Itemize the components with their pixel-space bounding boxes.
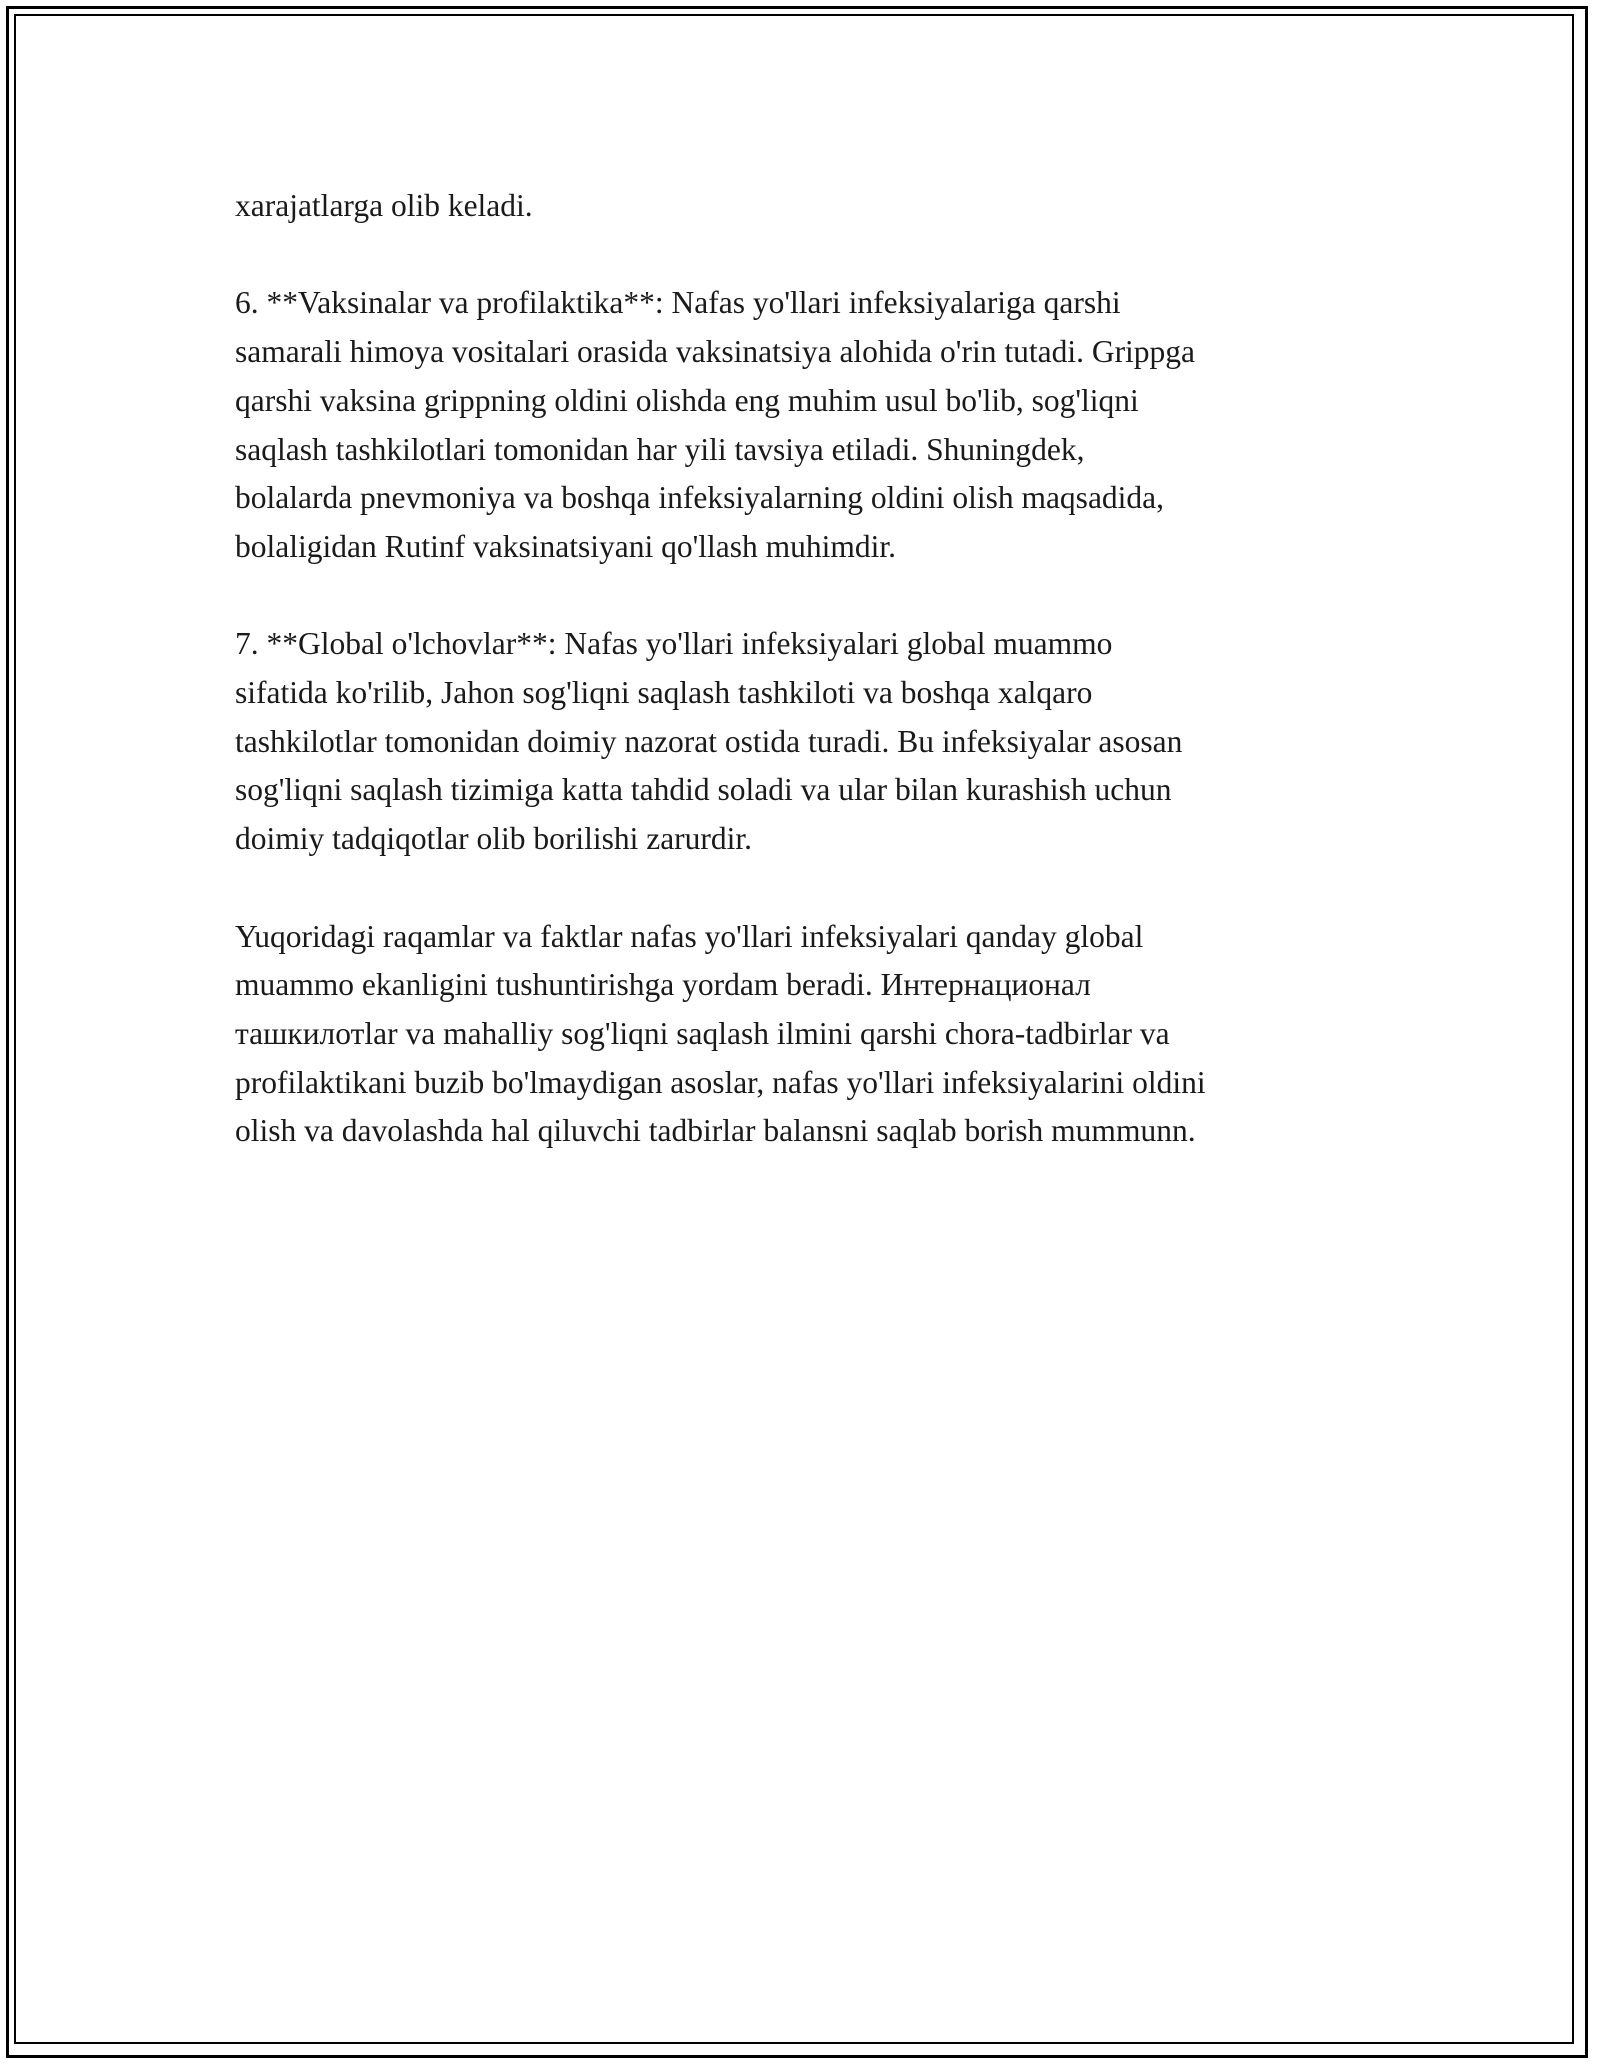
document-body — [235, 182, 1385, 1205]
text-line: bolaligidan Rutinf vaksinatsiyani qo'llash muhimdir. — [235, 528, 896, 564]
text-line: ташкилотlar va mahalliy sog'liqni saqlash ilmini qarshi chora-tadbirlar va — [235, 1015, 1170, 1051]
text-line: 6. **Vaksinalar va profilaktika**: Nafas yo'llari infeksiyalariga qarshi — [235, 285, 1121, 321]
text-line: Yuqoridagi raqamlar va faktlar nafas yo'llari infeksiyalari qanday global — [235, 918, 1144, 954]
paragraph-item-7 — [235, 620, 1385, 864]
paragraph-conclusion — [235, 913, 1385, 1157]
text-line: doimiy tadqiqotlar olib borilishi zarurdir. — [235, 821, 753, 857]
text-line: olish va davolashda hal qiluvchi tadbirlar balansni saqlab borish mummunn. — [235, 1113, 1196, 1149]
text-line: sog'liqni saqlash tizimiga katta tahdid soladi va ular bilan kurashish uchun — [235, 772, 1172, 808]
text-line: tashkilotlar tomonidan doimiy nazorat ostida turadi. Bu infeksiyalar asosan — [235, 723, 1183, 759]
text-line: qarshi vaksina grippning oldini olishda eng muhim usul bo'lib, sog'liqni — [235, 382, 1139, 418]
text-line: saqlash tashkilotlari tomonidan har yili tavsiya etiladi. Shuningdek, — [235, 431, 1085, 467]
paragraph-continuation — [235, 182, 1385, 231]
text-line: bolalarda pnevmoniya va boshqa infeksiyalarning oldini olish maqsadida, — [235, 480, 1165, 516]
text-line: sifatida ko'rilib, Jahon sog'liqni saqlash tashkiloti va boshqa xalqaro — [235, 675, 1093, 710]
paragraph-item-6 — [235, 279, 1385, 571]
text-line: samarali himoya vositalari orasida vaksinatsiya alohida o'rin tutadi. Grippga — [235, 334, 1196, 370]
text-line: 7. **Global o'lchovlar**: Nafas yo'llari infeksiyalari global muammo — [235, 626, 1113, 662]
text-line: profilaktikani buzib bo'lmaydigan asoslar, nafas yo'llari infeksiyalarini oldini — [235, 1064, 1206, 1100]
text-line: muammo ekanligini tushuntirishga yordam beradi. Интернационал — [235, 967, 1091, 1003]
text-line: xarajatlarga olib keladi. — [235, 188, 533, 223]
